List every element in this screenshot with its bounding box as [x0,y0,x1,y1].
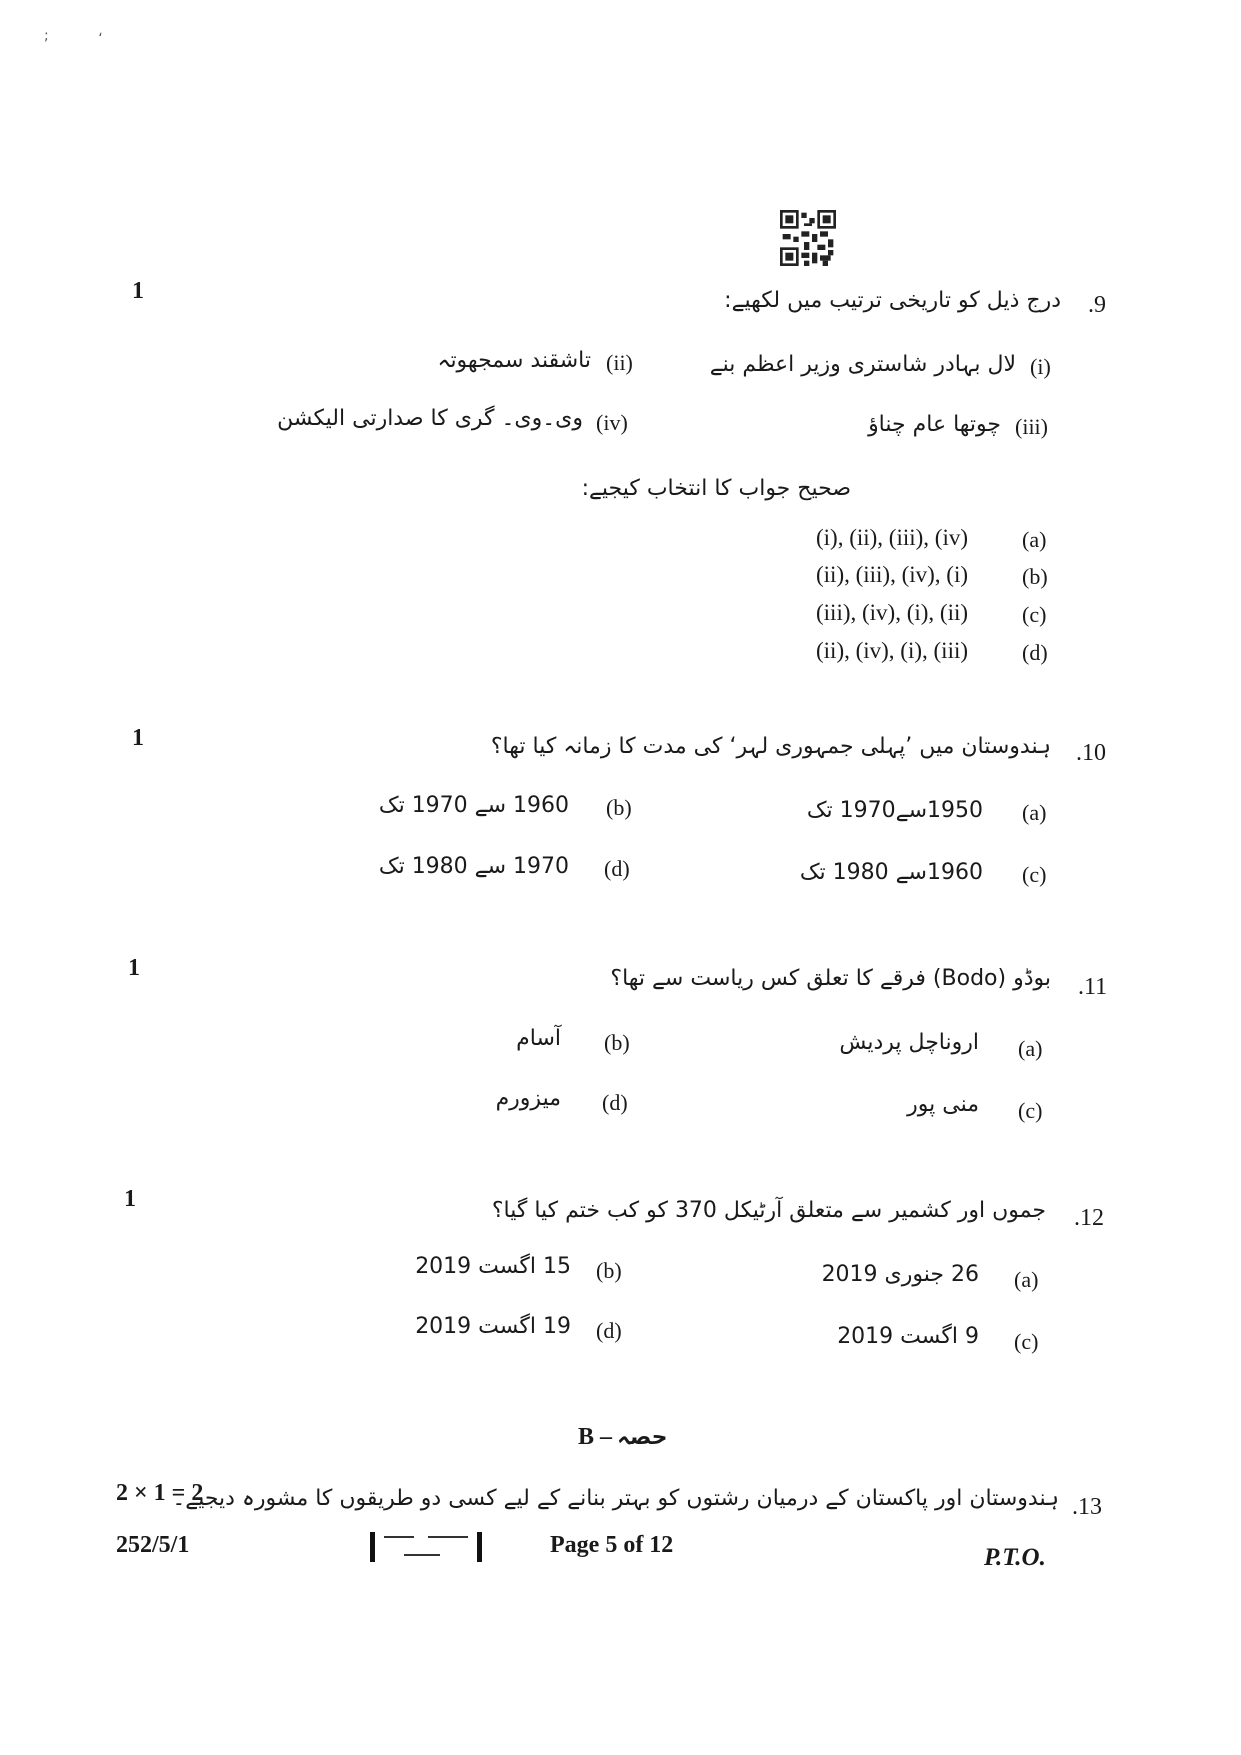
barcode-icon [370,1530,482,1564]
q12-option-d-label: (d) [596,1318,622,1343]
q11-option-c: منی پور [907,1092,979,1117]
q10-option-d-label: (d) [604,856,630,881]
q12-option-c-label: (c) [1014,1329,1039,1354]
section-title: حصہ [617,1425,668,1450]
q10-option-a-label: (a) [1022,800,1047,825]
q9-option-b-text: (ii), (iii), (iv), (i) [816,562,969,587]
section-heading [578,1424,668,1451]
q11-marks: 1 [128,955,140,981]
paper-code: 252/5/1 [116,1532,190,1558]
q12-number: .12 [1074,1205,1104,1231]
q10-number: .10 [1076,740,1106,766]
q13-question: ہندوستان اور پاکستان کے درمیان رشتوں کو بہتر بنانے کے لیے کسی دو طریقوں کا مشورہ دیجیے۔ [172,1486,1059,1511]
q10-option-a: 1950سے1970 تک [806,798,983,823]
q12-question: جموں اور کشمیر سے متعلق آرٹیکل 370 کو کب ختم کیا گیا؟ [491,1198,1046,1223]
q9-option-a-text: (i), (ii), (iii), (iv) [816,525,969,550]
page-number: Page 5 of 12 [550,1532,674,1558]
q10-question: ہندوستان میں ’پہلی جمہوری لہر‘ کی مدت کا زمانہ کیا تھا؟ [490,734,1051,759]
q9-marks: 1 [132,278,144,304]
q10-option-c: 1960سے 1980 تک [799,860,983,885]
q9-item-i-label: (i) [1030,354,1051,379]
q9-item-iv: وی۔وی۔ گری کا صدارتی الیکشن [277,406,583,431]
q11-option-b-label: (b) [604,1030,630,1055]
q9-instruction: صحیح جواب کا انتخاب کیجیے: [581,476,851,501]
q12-option-a-label: (a) [1014,1267,1039,1292]
q10-option-c-label: (c) [1022,862,1047,887]
q11-option-d-label: (d) [602,1090,628,1115]
q13-number: .13 [1072,1494,1102,1520]
q12-option-b-label: (b) [596,1258,622,1283]
q11-option-a-label: (a) [1018,1036,1043,1061]
q9-question: درج ذیل کو تاریخی ترتیب میں لکھیے: [724,288,1061,313]
q11-question: بوڈو (Bodo) فرقے کا تعلق کس ریاست سے تھا؟ [610,966,1051,991]
q11-option-c-label: (c) [1018,1098,1043,1123]
q9-option-d-label: (d) [1022,640,1048,665]
q9-item-ii: تاشقند سمجھوتہ [437,348,591,373]
pto-label: P.T.O. [984,1544,1046,1571]
q13-marks: 2 × 1 = 2 [116,1480,204,1506]
q10-option-b-label: (b) [606,795,632,820]
q9-option-d-text: (ii), (iv), (i), (iii) [816,638,969,663]
q11-option-d: میزورم [495,1086,561,1111]
q11-number: .11 [1078,974,1108,1000]
q9-item-i: لال بہادر شاستری وزیر اعظم بنے [709,352,1016,377]
q11-option-b: آسام [516,1026,561,1051]
q9-item-iii-label: (iii) [1015,414,1048,439]
q10-option-d: 1970 سے 1980 تک [378,854,569,879]
q12-marks: 1 [124,1186,136,1212]
q9-item-ii-label: (ii) [606,350,633,375]
q12-option-a: 26 جنوری 2019 [821,1262,979,1287]
section-letter: B – [578,1424,613,1450]
q12-option-c: 9 اگست 2019 [837,1324,979,1349]
q9-item-iii: چوتھا عام چناؤ [868,412,1001,437]
q10-option-b: 1960 سے 1970 تک [378,793,569,818]
q9-option-b-label: (b) [1022,564,1048,589]
q9-option-c-text: (iii), (iv), (i), (ii) [816,600,969,625]
q12-option-d: 19 اگست 2019 [415,1314,571,1339]
q9-number: .9 [1088,292,1106,318]
q9-option-c-label: (c) [1022,602,1047,627]
q9-option-a-label: (a) [1022,527,1047,552]
q10-marks: 1 [132,725,144,751]
qr-code-icon [780,210,836,266]
q12-option-b: 15 اگست 2019 [415,1254,571,1279]
q11-option-a: اروناچل پردیش [839,1030,979,1055]
stray-mark-left: ; [44,28,49,44]
stray-mark-right: ، [98,24,103,40]
q9-item-iv-label: (iv) [596,410,628,435]
